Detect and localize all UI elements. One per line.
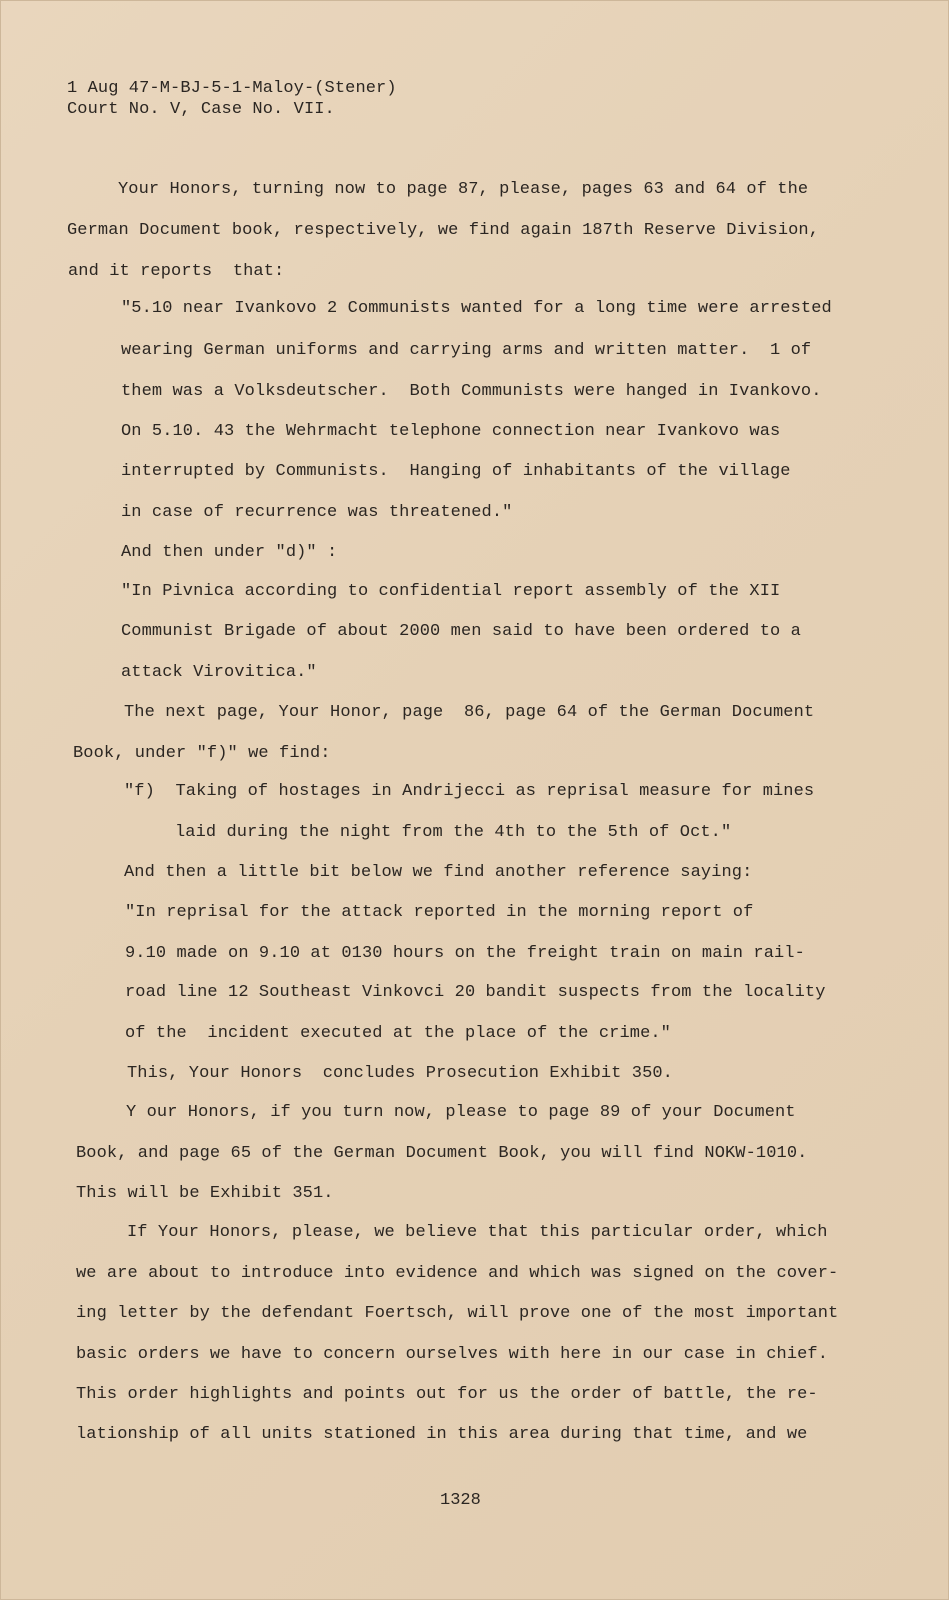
body-line: ing letter by the defendant Foertsch, will prove one of the most important	[76, 1304, 839, 1323]
body-line: Y our Honors, if you turn now, please to page 89 of your Document	[126, 1103, 796, 1122]
body-line: Communist Brigade of about 2000 men said to have been ordered to a	[121, 622, 801, 641]
body-line: And then under "d)" :	[121, 543, 338, 562]
body-line: we are about to introduce into evidence and which was signed on the cover-	[76, 1264, 839, 1283]
body-line: "f) Taking of hostages in Andrijecci as reprisal measure for mines	[124, 782, 815, 801]
body-line: Book, and page 65 of the German Document Book, you will find NOKW-1010.	[76, 1144, 808, 1163]
body-line: them was a Volksdeutscher. Both Communists were hanged in Ivankovo.	[121, 382, 822, 401]
body-line: And then a little bit below we find another reference saying:	[124, 863, 753, 882]
body-line: 9.10 made on 9.10 at 0130 hours on the freight train on main rail-	[125, 944, 805, 963]
body-line: wearing German uniforms and carrying arms and written matter. 1 of	[121, 341, 812, 360]
body-line: German Document book, respectively, we find again 187th Reserve Division,	[67, 221, 820, 240]
body-line: attack Virovitica."	[121, 663, 317, 682]
body-line: of the incident executed at the place of the crime."	[125, 1024, 671, 1043]
body-line: "In reprisal for the attack reported in the morning report of	[125, 903, 754, 922]
body-line: in case of recurrence was threatened."	[121, 503, 513, 522]
body-line: The next page, Your Honor, page 86, page 64 of the German Document	[124, 703, 815, 722]
body-line: Book, under "f)" we find:	[73, 744, 331, 763]
page-number: 1328	[440, 1491, 481, 1510]
header-line-2: Court No. V, Case No. VII.	[67, 100, 335, 119]
body-line: Your Honors, turning now to page 87, please, pages 63 and 64 of the	[118, 180, 809, 199]
body-line: and it reports that:	[68, 262, 285, 281]
body-line: road line 12 Southeast Vinkovci 20 bandit suspects from the locality	[125, 983, 826, 1002]
body-line: If Your Honors, please, we believe that this particular order, which	[127, 1223, 828, 1242]
body-line: "In Pivnica according to confidential report assembly of the XII	[121, 582, 781, 601]
body-line: lationship of all units stationed in this area during that time, and we	[76, 1425, 808, 1444]
body-line: On 5.10. 43 the Wehrmacht telephone connection near Ivankovo was	[121, 422, 781, 441]
body-line: This will be Exhibit 351.	[76, 1184, 334, 1203]
body-line: laid during the night from the 4th to the 5th of Oct."	[175, 823, 732, 842]
body-line: basic orders we have to concern ourselves with here in our case in chief.	[76, 1345, 829, 1364]
body-line: This, Your Honors concludes Prosecution Exhibit 350.	[127, 1064, 673, 1083]
body-line: This order highlights and points out for us the order of battle, the re-	[76, 1385, 818, 1404]
header-line-1: 1 Aug 47-M-BJ-5-1-Maloy-(Stener)	[67, 79, 397, 98]
body-line: "5.10 near Ivankovo 2 Communists wanted for a long time were arrested	[121, 299, 832, 318]
body-line: interrupted by Communists. Hanging of inhabitants of the village	[121, 462, 791, 481]
